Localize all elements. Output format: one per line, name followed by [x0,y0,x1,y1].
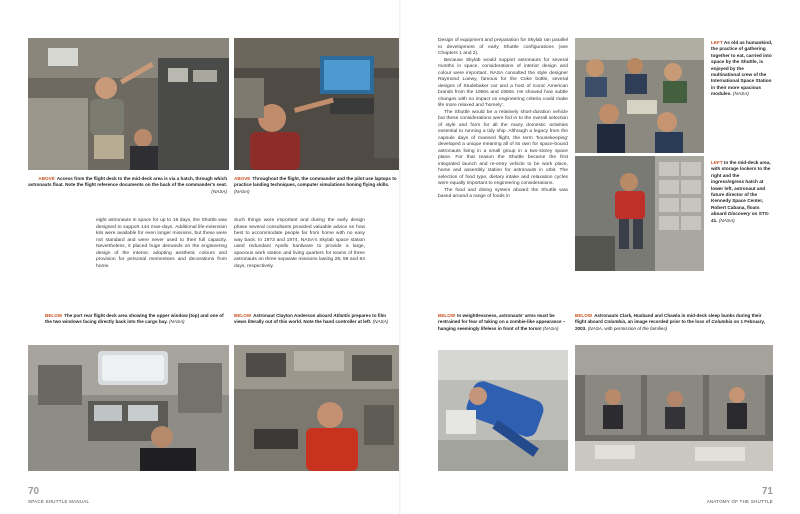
photo-weightless-arms [438,350,568,471]
page-number-left: 70 [28,486,40,497]
caption-flight-deck-hatch: ABOVE Access from the flight deck to the mid-deck area is via a hatch, through which astronauts float. Note the flight reference documents on the back of the commander's seat. (NASA) [28,176,227,194]
photo-flight-deck-hatch [28,38,229,170]
photo-mid-deck-cabana [575,156,704,271]
caption-mid-deck-cabana: LEFT In the mid-deck area, with storage lockers to the right and the ingress/egress hatch at lower left, astronaut and future director of the Kennedy Space Center, Robert Cabana, floats aboard Discovery on STS-41. (NASA) [711,160,771,223]
running-head-left: SPACE SHUTTLE MANUAL [28,499,90,504]
photo-anderson-filming [234,345,399,471]
caption-sleep-bunks: BELOW Astronauts Clark, Husband and Chawla in mid-deck sleep bunks during their flight aboard Columbia, an image recorded prior to the loss of Columbia on 1 February, 2003. (NASA, with permission of the families) [575,313,765,331]
photo-iss-crew-dining [575,38,704,153]
body-column-1: eight astronauts in space for up to 18 days, the Shuttle was designed to support 144 man-days. Additional life-extension kits were available for even longer missions, but these were not standard and were never used to their full capacity. Nevertheless, it placed huge demands on the engineering design of the interior, adopting aesthetic colours and provision for personal mementoes and decorations from home. [96,218,227,269]
caption-clayton-anderson: BELOW Astronaut Clayton Anderson aboard Atlantis prepares to film views literally out of this world. Note the hand controller at left. (NASA) [234,313,389,325]
caption-weightless-arms: BELOW In weightlessness, astronauts' arms must be restrained for fear of taking on a zombie-like appearance – hanging seemingly lifeless in front of the torso! (NASA) [438,313,566,331]
running-head-right: ANATOMY OF THE SHUTTLE [706,499,773,504]
photo-commander-laptops [234,38,399,170]
body-column-2: Such things were important and during the early design phase several consultants provided valuable advice on how best to accommodate people far from home with no easy way back. In 1973 and 1974, NASA's Skylab space station used redundant Apollo hardware to provide a large, spacious work station and living quarters for teams of three astronauts on three separate missions lasting 28, 59 and 84 days, respectively. [234,218,365,269]
photo-sleep-bunks [575,345,773,471]
caption-iss-dining: LEFT As old as humankind, the practice of gathering together to eat, carried into space by the Shuttle, is enjoyed by the multinational crew of the International Space Station in their more spacious modules. (NASA) [711,40,773,97]
caption-commander-laptops: ABOVE Throughout the flight, the commander and the pilot use laptops to practice landing techniques, computer simulations honing flying skills. (NASA) [234,176,397,194]
caption-port-rear-flight-deck: BELOW The port rear flight deck area showing the upper window (top) and one of the two windows facing directly back into the cargo bay. (NASA) [45,313,224,325]
page-number-right: 71 [761,486,773,497]
body-column-3: Design of equipment and preparation for Skylab ran parallel to development of early Shuttle configurations (see Chapters 1 and 2). Because Skylab would support astronauts for several months in space, considerations of interior design and colour were important. NASA consulted the style designer Raymond Loewy, famous for the Coke bottle, several designs of Studebaker car and a host of iconic American brands from the 1950s and 1960s. He showed how subtle changes with no impact on engineering criteria could make life more relaxed and 'homely'. The Shuttle would be a relatively short-duration vehicle but these considerations were fed in to the overall selection of style and form for all the many domestic activities essential to running a tidy ship. Although a legacy from the capsule days of manned flight, the term 'housekeeping' developed a unique meaning all of its own for space-bound astronauts living in a small group in a two-storey space plane. For that reason the Shuttle became the first integrated launch and re-entry vehicle to be work place, home and assembly station for astronauts in orbit. The selection of food type, dietary intake and relaxation cycles were equally important to engineering considerations. The food and dining system aboard the Shuttle was based around a range of foods in [438,38,568,199]
page-gutter [399,0,401,514]
photo-port-rear-windows [28,345,229,471]
